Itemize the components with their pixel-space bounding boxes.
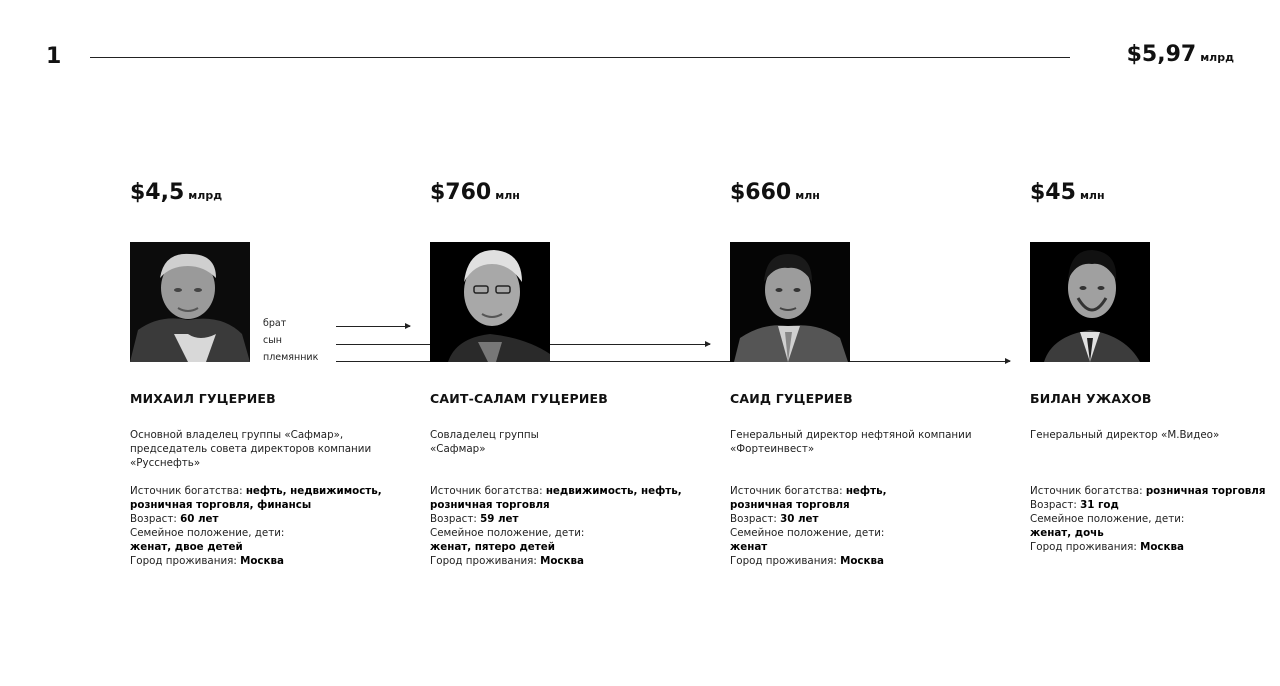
age-label: Возраст: [730, 513, 781, 525]
city-value: Москва [540, 555, 584, 567]
role-line: Основной владелец группы «Сафмар», [130, 429, 344, 441]
wealth-value: розничная торговля [1145, 485, 1266, 497]
net-worth [430, 180, 680, 210]
person-name: САИТ-САЛАМ ГУЦЕРИЕВ [430, 391, 608, 406]
rank-number: 1 [46, 44, 62, 69]
portrait-photo [730, 242, 850, 362]
worth-amount: $45 [1030, 180, 1076, 205]
wealth-value: недвижимость, нефть, [545, 485, 682, 497]
person-name: САИД ГУЦЕРИЕВ [730, 391, 853, 406]
role-line: Генеральный директор нефтяной компании [730, 429, 972, 441]
total-unit: млрд [1200, 51, 1234, 64]
age-label: Возраст: [1030, 499, 1081, 511]
family-total-worth [1127, 42, 1234, 67]
portrait-photo [130, 242, 250, 362]
family-label: Семейное положение, дети: [130, 527, 285, 539]
person-name: БИЛАН УЖАХОВ [1030, 391, 1152, 406]
wealth-value-cont: розничная торговля, финансы [130, 499, 312, 511]
net-worth [1030, 180, 1280, 210]
age-value: 31 год [1080, 499, 1119, 511]
family-label: Семейное положение, дети: [430, 527, 585, 539]
relation-label-brother: брат [263, 318, 287, 329]
person-name: МИХАИЛ ГУЦЕРИЕВ [130, 391, 276, 406]
role-line: председатель совета директоров компании [130, 443, 372, 455]
city-label: Город проживания: [1030, 541, 1141, 553]
worth-unit: млн [1079, 189, 1105, 202]
wealth-label: Источник богатства: [130, 485, 246, 497]
age-label: Возраст: [430, 513, 481, 525]
family-value: женат, пятеро детей [430, 541, 555, 553]
role-line: Совладелец группы [430, 429, 539, 441]
city-value: Москва [840, 555, 884, 567]
wealth-value: нефть, [845, 485, 887, 497]
wealth-label: Источник богатства: [430, 485, 546, 497]
city-value: Москва [240, 555, 284, 567]
family-label: Семейное положение, дети: [1030, 513, 1185, 525]
family-value: женат, двое детей [130, 541, 243, 553]
wealth-label: Источник богатства: [730, 485, 846, 497]
net-worth [730, 180, 980, 210]
relation-label-nephew: племянник [263, 352, 319, 363]
role-line: Генеральный директор «М.Видео» [1030, 429, 1220, 441]
age-value: 60 лет [180, 513, 219, 525]
person-facts [430, 484, 690, 568]
family-value: женат, дочь [1030, 527, 1104, 539]
city-label: Город проживания: [730, 555, 841, 567]
person-role [1030, 428, 1219, 442]
worth-unit: млн [795, 189, 820, 202]
relation-label-son: сын [263, 335, 282, 346]
wealth-value-cont: розничная торговля [430, 499, 550, 511]
family-value: женат [730, 541, 768, 553]
portrait-photo [1030, 242, 1150, 362]
total-amount: $5,97 [1126, 42, 1197, 67]
worth-amount: $660 [730, 180, 792, 205]
worth-amount: $4,5 [130, 180, 185, 205]
portrait-photo [430, 242, 550, 362]
person-role [730, 428, 972, 456]
person-role [130, 428, 371, 470]
net-worth [130, 180, 380, 210]
person-facts [730, 484, 990, 568]
person-card [430, 180, 682, 567]
person-facts [130, 484, 390, 568]
person-facts [1030, 484, 1280, 554]
worth-amount: $760 [430, 180, 492, 205]
city-label: Город проживания: [430, 555, 541, 567]
worth-unit: млрд [188, 189, 223, 202]
header-divider [90, 57, 1070, 58]
city-value: Москва [1140, 541, 1184, 553]
role-line: «Сафмар» [430, 443, 486, 455]
role-line: «Русснефть» [130, 457, 201, 469]
person-role [430, 428, 539, 456]
wealth-label: Источник богатства: [1030, 485, 1146, 497]
worth-unit: млн [495, 189, 520, 202]
city-label: Город проживания: [130, 555, 241, 567]
person-card [730, 180, 980, 567]
family-label: Семейное положение, дети: [730, 527, 885, 539]
age-value: 30 лет [780, 513, 819, 525]
person-card [1030, 180, 1280, 553]
wealth-value-cont: розничная торговля [730, 499, 850, 511]
wealth-value: нефть, недвижимость, [245, 485, 382, 497]
age-label: Возраст: [130, 513, 181, 525]
age-value: 59 лет [480, 513, 519, 525]
role-line: «Фортеинвест» [730, 443, 815, 455]
arrow-brother [336, 326, 410, 327]
